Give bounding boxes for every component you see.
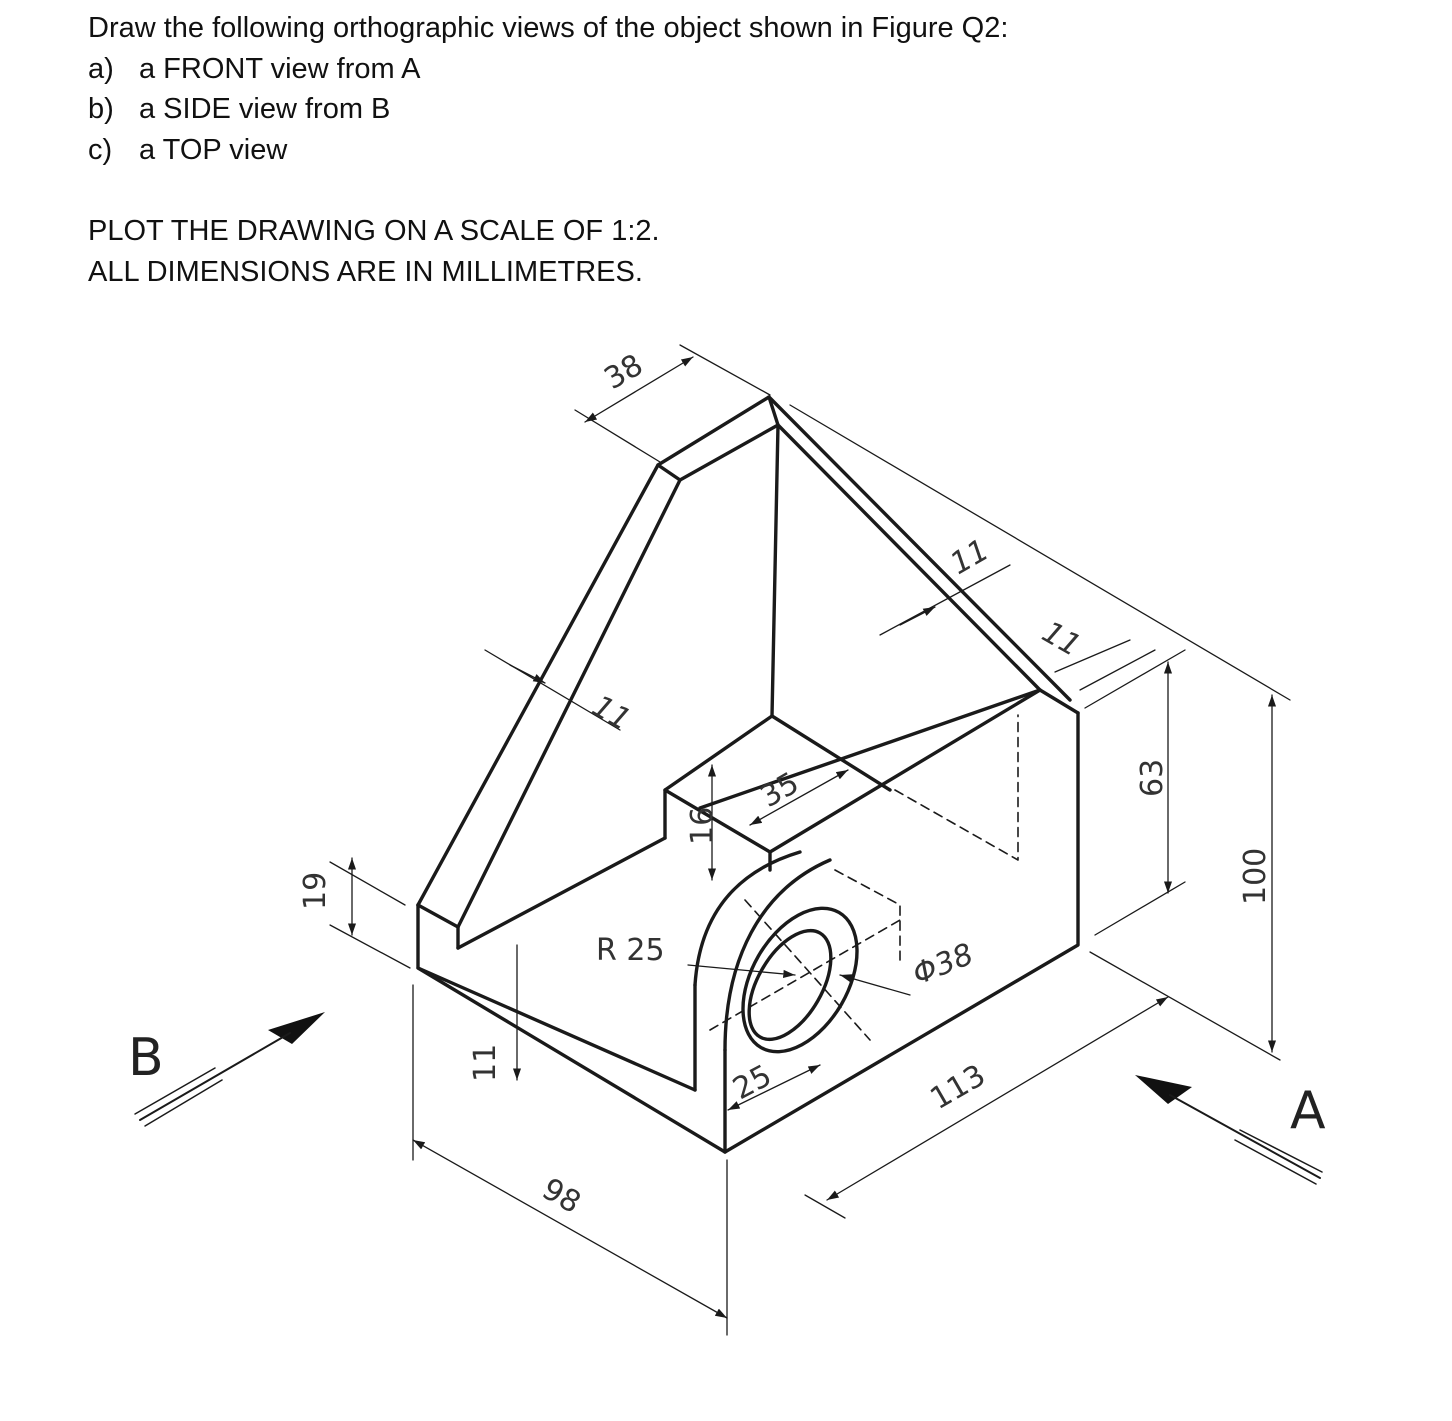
dim-19-text: 19 xyxy=(298,871,333,910)
dim-dia38-text: Φ38 xyxy=(907,936,979,993)
hidden-edge-wall xyxy=(895,715,1018,860)
dim-25-text: 25 xyxy=(727,1058,778,1108)
hole-axis-2 xyxy=(745,900,870,1040)
dim-38-ext-a xyxy=(575,410,660,462)
dim-r25-leader xyxy=(688,965,795,975)
item-text: a SIDE view from B xyxy=(139,93,391,125)
units-note: ALL DIMENSIONS ARE IN MILLIMETRES. xyxy=(88,255,643,288)
dim-11-right-arrow xyxy=(900,607,935,625)
view-arrow-b-head xyxy=(268,1012,325,1044)
dim-length-ext xyxy=(790,405,1290,700)
boss-arc-inner xyxy=(725,860,830,1050)
dimension-lines xyxy=(330,345,1290,1335)
dim-100-ext-bot xyxy=(1090,952,1280,1060)
scale-note: PLOT THE DRAWING ON A SCALE OF 1:2. xyxy=(88,215,660,247)
dim-11-left-text: 11 xyxy=(586,688,637,739)
dim-r25-text: R 25 xyxy=(596,933,665,968)
base-top-back xyxy=(458,838,665,948)
dim-63-ext-bot xyxy=(1095,882,1185,935)
wall-top xyxy=(770,690,1078,852)
item-label: a) xyxy=(88,52,114,85)
item-text: a TOP view xyxy=(139,133,288,166)
dim-11-right-text: 11 xyxy=(944,532,996,582)
hidden-lines xyxy=(710,715,1018,1040)
view-label-b: B xyxy=(128,1028,164,1088)
item-label: c) xyxy=(88,133,113,166)
rib-base-step xyxy=(418,905,458,927)
dim-35-text: 35 xyxy=(754,765,806,815)
view-arrow-a-head xyxy=(1135,1075,1192,1104)
dim-16-text: 16 xyxy=(685,806,720,845)
dim-19-ext-a xyxy=(330,862,405,905)
rib-left-outer xyxy=(418,397,1070,905)
dim-11-wall-text: 11 xyxy=(1036,614,1087,665)
dim-113-text: 113 xyxy=(924,1057,992,1117)
dim-19-ext-b xyxy=(330,925,410,968)
dim-98-line xyxy=(413,1140,727,1318)
question-intro: Draw the following orthographic views of the object shown in Figure Q2: xyxy=(88,12,1009,44)
base-top-left xyxy=(418,968,695,1090)
dim-98-text: 98 xyxy=(536,1171,587,1222)
dimension-texts xyxy=(298,348,1273,1221)
dim-38-ext-b xyxy=(680,345,770,395)
item-text: a FRONT view from A xyxy=(139,52,421,85)
dim-63-text: 63 xyxy=(1135,758,1170,797)
dim-11-left-arrow xyxy=(510,665,545,683)
dim-38-text: 38 xyxy=(598,347,650,397)
boss-arc xyxy=(695,852,800,985)
rib-top-front xyxy=(658,465,680,480)
rib-back-edge xyxy=(772,425,778,716)
dim-11-base-text: 11 xyxy=(468,1043,503,1082)
hole-axis xyxy=(710,920,900,1030)
item-label: b) xyxy=(88,93,114,125)
view-label-a: A xyxy=(1290,1081,1326,1141)
dim-113-line xyxy=(827,997,1168,1200)
dim-100-text: 100 xyxy=(1238,847,1273,905)
dim-113-ext xyxy=(805,1195,845,1218)
